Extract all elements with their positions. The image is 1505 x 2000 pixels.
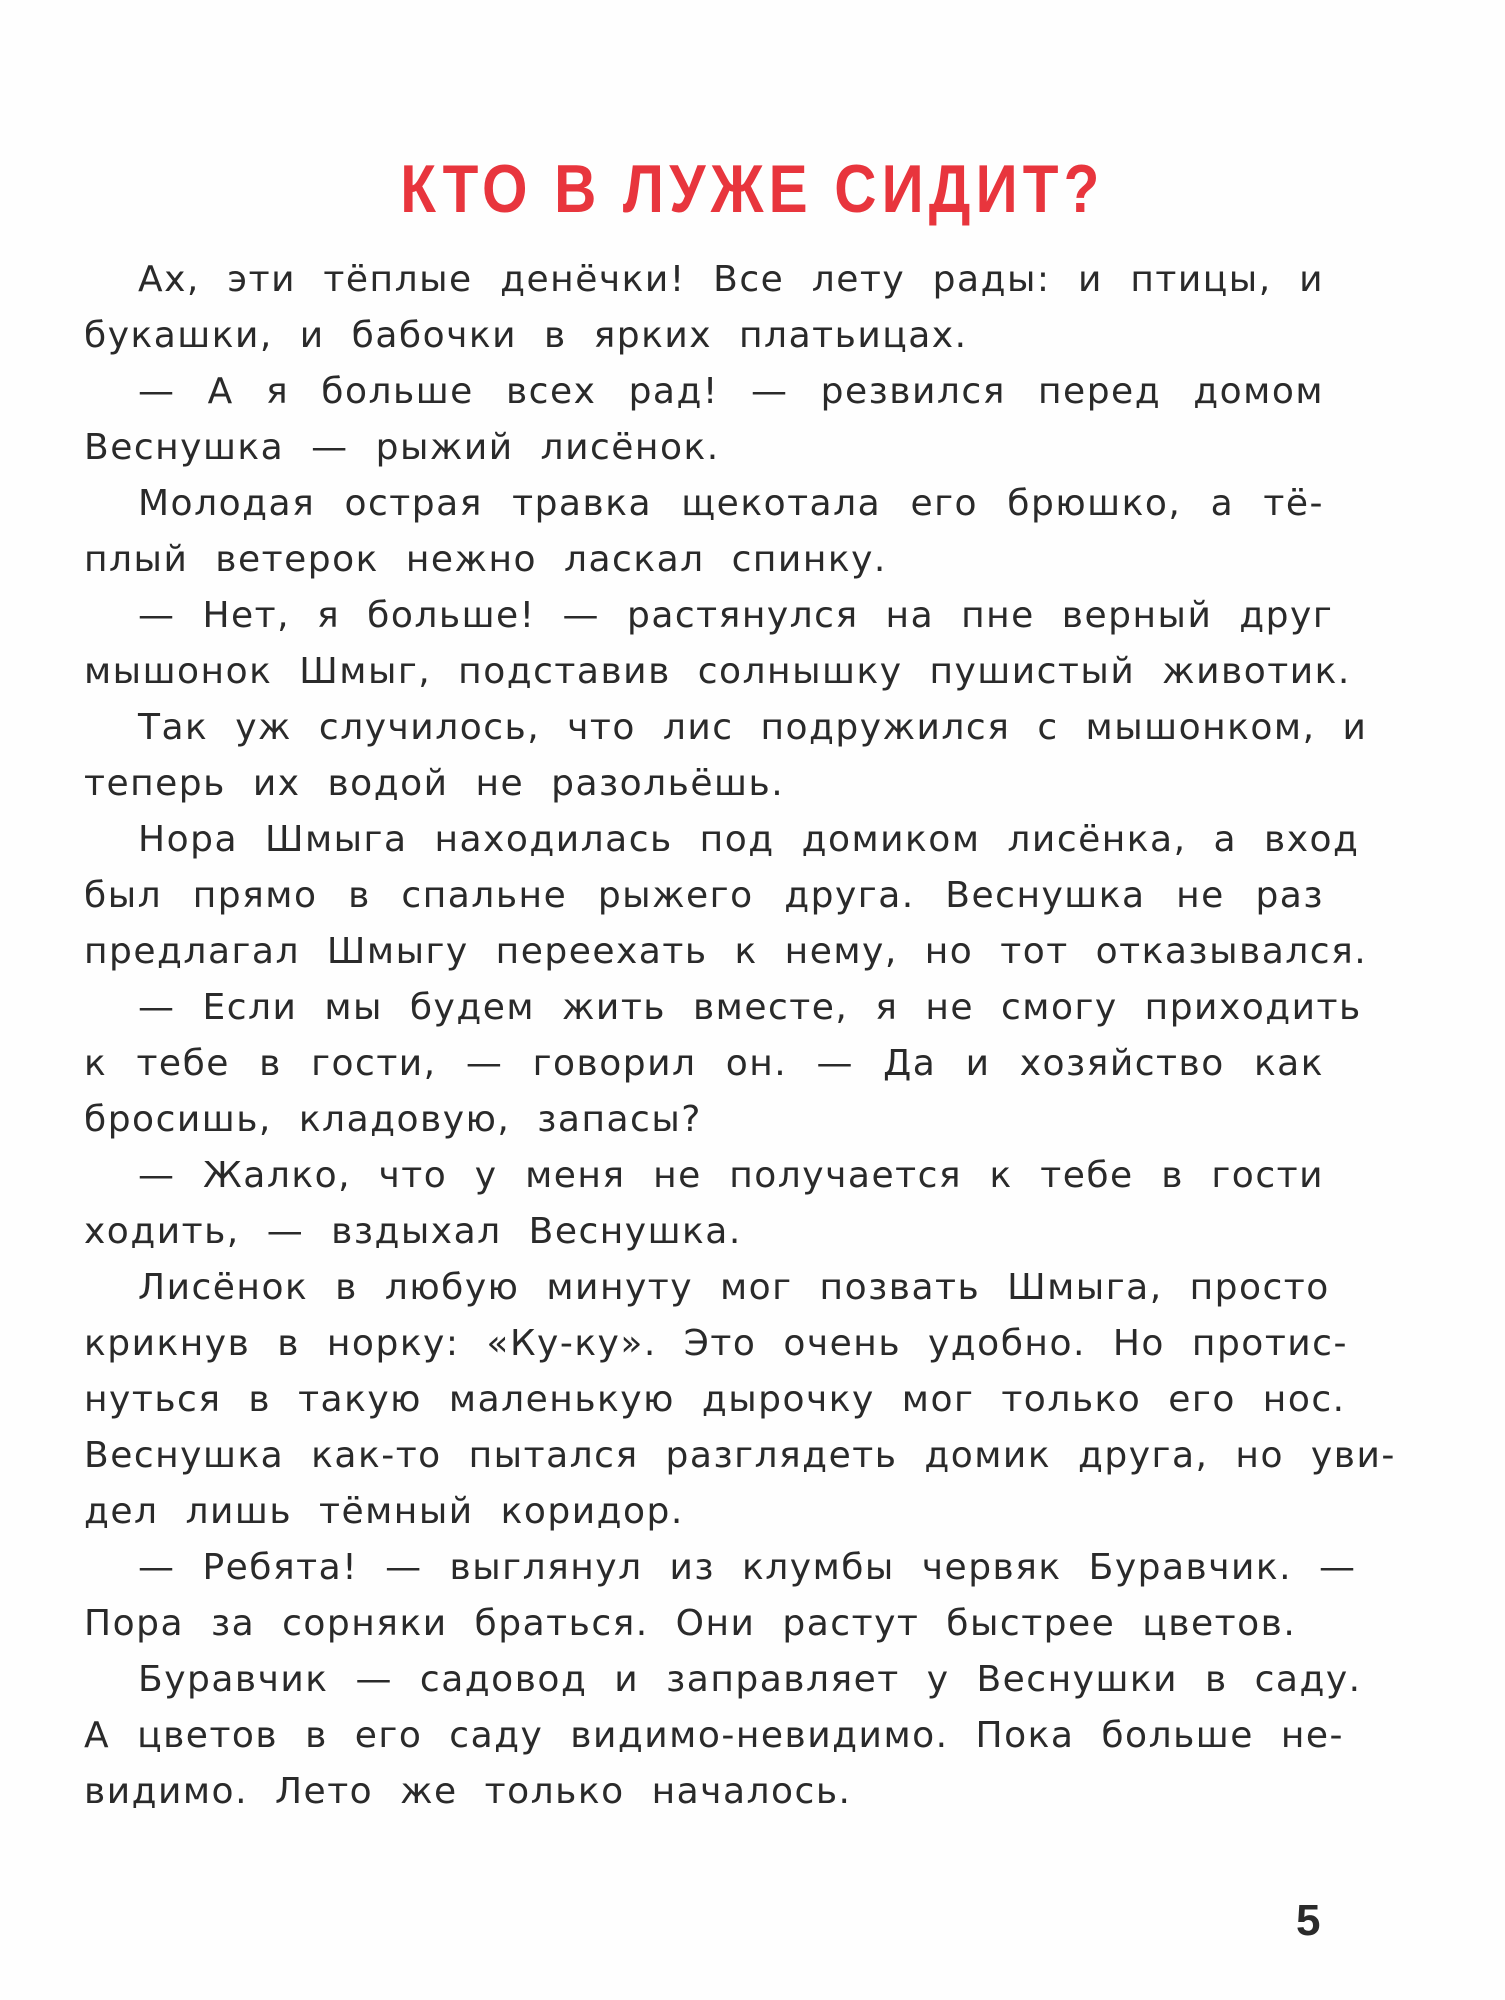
text-line: букашки, и бабочки в ярких платьицах. <box>84 315 968 356</box>
text-line: Ах, эти тёплые денёчки! Все лету рады: и птицы, и <box>138 259 1324 300</box>
text-line: Пора за сорняки браться. Они растут быстрее цветов. <box>84 1603 1297 1644</box>
text-line: плый ветерок нежно ласкал спинку. <box>84 539 887 580</box>
page-number: 5 <box>1296 1896 1321 1945</box>
text-line: Молодая острая травка щекотала его брюшко, а тё- <box>138 483 1324 524</box>
text-line: к тебе в гости, — говорил он. — Да и хозяйство как <box>84 1043 1324 1084</box>
text-line: дел лишь тёмный коридор. <box>84 1491 684 1532</box>
text-line: — А я больше всех рад! — резвился перед домом <box>138 371 1324 412</box>
text-line: Так уж случилось, что лис подружился с мышонком, и <box>138 707 1368 748</box>
text-line: — Нет, я больше! — растянулся на пне верный друг <box>138 595 1334 636</box>
text-line: Веснушка как-то пытался разглядеть домик друга, но уви- <box>84 1435 1396 1476</box>
text-line: — Жалко, что у меня не получается к тебе в гости <box>138 1155 1324 1196</box>
text-line: Нора Шмыга находилась под домиком лисёнка, а вход <box>138 819 1360 860</box>
text-line: — Ребята! — выглянул из клумбы червяк Буравчик. — <box>138 1547 1357 1588</box>
text-line: ходить, — вздыхал Веснушка. <box>84 1211 742 1252</box>
text-line: теперь их водой не разольёшь. <box>84 763 785 804</box>
text-line: Веснушка — рыжий лисёнок. <box>84 427 720 468</box>
text-line: предлагал Шмыгу переехать к нему, но тот отказывался. <box>84 931 1368 972</box>
text-line: был прямо в спальне рыжего друга. Веснушка не раз <box>84 875 1324 916</box>
text-line: А цветов в его саду видимо-невидимо. Пока больше не- <box>84 1715 1345 1756</box>
text-line: — Если мы будем жить вместе, я не смогу приходить <box>138 987 1362 1028</box>
text-line: нуться в такую маленькую дырочку мог только его нос. <box>84 1379 1346 1420</box>
text-line: видимо. Лето же только началось. <box>84 1771 852 1812</box>
story-text <box>84 252 1396 1820</box>
text-line: мышонок Шмыг, подставив солнышку пушистый животик. <box>84 651 1351 692</box>
text-line: крикнув в норку: «Ку-ку». Это очень удобно. Но протис- <box>84 1323 1348 1364</box>
chapter-title: КТО В ЛУЖЕ СИДИТ? <box>400 151 1105 227</box>
text-line: Буравчик — садовод и заправляет у Веснушки в саду. <box>138 1659 1362 1700</box>
text-line: Лисёнок в любую минуту мог позвать Шмыга, просто <box>138 1267 1330 1308</box>
text-line: бросишь, кладовую, запасы? <box>84 1099 702 1140</box>
